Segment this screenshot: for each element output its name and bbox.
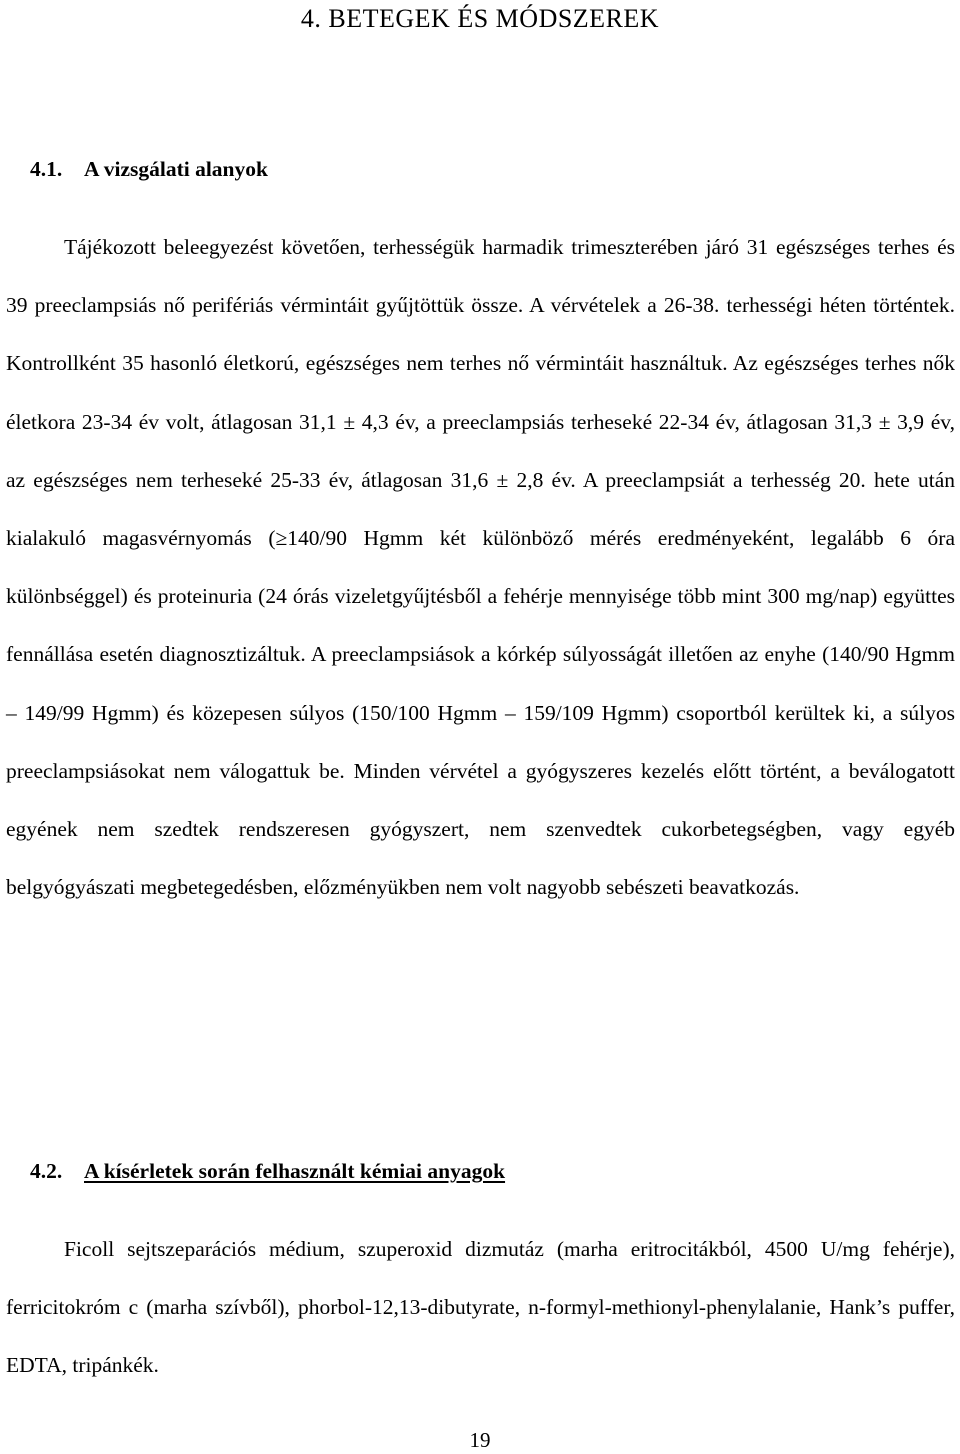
section-title: A vizsgálati alanyok [84, 157, 268, 181]
paragraph-subjects: Tájékozott beleegyezést követően, terhességük harmadik trimeszterében járó 31 egészséges terhes és 39 preeclampsiás nő perifériás vérmintáit gyűjtöttük össze. A vérvételek a 26-38. terhességi héten történtek. Kontrollként 35 hasonló életkorú, egészséges nem terhes nő vérmintáit használtuk. Az egészséges terhes nők életkora 23-34 év volt, átlagosan 31,1 ± 4,3 év, a preeclampsiás terheseké 22-34 év, átlagosan 31,3 ± 3,9 év, az egészséges nem terheseké 25-33 év, átlagosan 31,6 ± 2,8 év. A preeclampsiát a terhesség 20. hete után kialakuló magasvérnyomás (≥140/90 Hgmm két különböző mérés eredményeként, legalább 6 óra különbséggel) és proteinuria (24 órás vizeletgyűjtésből a fehérje mennyisége több mint 300 mg/nap) együttes fennállása esetén diagnosztizáltuk. A preeclampsiások a kórkép súlyosságát illetően az enyhe (140/90 Hgmm – 149/99 Hgmm) és közepesen súlyos (150/100 Hgmm – 159/109 Hgmm) csoportból kerültek ki, a súlyos preeclampsiásokat nem válogattuk be. Minden vérvétel a gyógyszeres kezelés előtt történt, a beválogatott egyének nem szedtek rendszeresen gyógyszert, nem szenvedtek cukorbetegségben, vagy egyéb belgyógyászati megbetegedésben, előzményükben nem volt nagyobb sebészeti beavatkozás. [6, 235, 955, 900]
section-heading-4-2 [30, 1156, 505, 1186]
section-title: A kísérletek során felhasznált kémiai anyagok [84, 1159, 506, 1183]
section-number: 4.1. [30, 157, 63, 181]
chapter-title: 4. BETEGEK ÉS MÓDSZEREK [300, 4, 660, 33]
section-heading-4-1 [30, 154, 268, 184]
section-number: 4.2. [30, 1159, 63, 1183]
paragraph-chemicals: Ficoll sejtszeparációs médium, szuperoxid dizmutáz (marha eritrocitákból, 4500 U/mg fehérje), ferricitokróm c (marha szívből), phorbol-12,13-dibutyrate, n-formyl-methionyl-phenylalanie, Hank’s puffer, EDTA, tripánkék. [6, 1237, 955, 1378]
page-number: 19 [469, 1428, 491, 1452]
